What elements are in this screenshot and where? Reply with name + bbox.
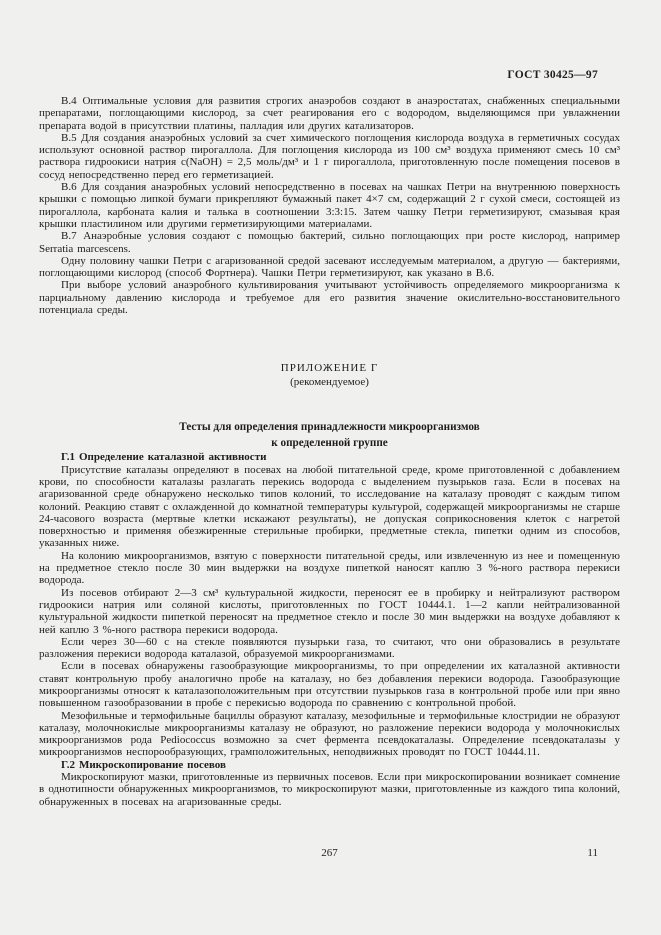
appendix-title-line-2: к определенной группе	[271, 436, 388, 449]
paragraph: В.7 Анаэробные условия создают с помощью бактерий, сильно поглощающих при росте кислород, например Serratia marcescens.	[39, 230, 620, 255]
paragraph: В.6 Для создания анаэробных условий непосредственно в посевах на чашках Петри на внутреннюю поверхность крышки с помощью липкой бумаги прикрепляют бумажный пакет 4×7 см, содержащий 2 г сухой смеси, состоящей из пирогаллола, карбоната калия и талька в соотношении 3:3:15. Затем чашку Петри герметизируют, смазывая края крышки пластилином или другими герметизирующими материалами.	[39, 181, 620, 230]
paragraph: Если через 30—60 с на стекле появляются пузырьки газа, то считают, что они образовались в результате разложения перекиси водорода каталазой, образуемой микроорганизмами.	[39, 635, 620, 661]
appendix-title-line-1: Тесты для определения принадлежности микроорганизмов	[179, 421, 480, 434]
paragraph: При выборе условий анаэробного культивирования учитывают устойчивость определяемого микроорганизма к парциальному давлению кислорода и требуемое для его развития значение окислительно-восстановительного потенциала среды.	[39, 279, 620, 317]
standard-designation: ГОСТ 30425—97	[507, 69, 598, 81]
appendix-header	[39, 361, 620, 389]
paragraph: Микроскопируют мазки, приготовленные из первичных посевов. Если при микроскопировании возникает сомнение в однотипности обнаруженных микроорганизмов, то микроскопируют мазки, приготовленные из каждого типа колоний, обнаруженных в посевах на агаризованные среды.	[39, 771, 620, 808]
document-body	[39, 95, 620, 808]
paragraph: Из посевов отбирают 2—3 см³ культуральной жидкости, переносят ее в пробирку и нейтрализуют раствором гидроокиси натрия или соляной кислоты, приготовленных по ГОСТ 10444.1. 1—2 капли нейтрализованной культуральной жидкости пипеткой переносят на предметное стекло и после 30 мин выдержки на воздухе добавляют к ней каплю 3 %-ного раствора перекиси водорода.	[39, 586, 620, 636]
appendix-subtitle: (рекомендуемое)	[290, 376, 369, 389]
appendix-title	[39, 420, 620, 451]
sheet-number: 267	[321, 847, 338, 859]
paragraph: Одну половину чашки Петри с агаризованной средой засевают исследуемым материалом, а другую — бактериями, поглощающими кислород (способ Фортнера). Чашки Петри герметизируют, как указано в В.6.	[39, 254, 620, 280]
page-number: 11	[587, 847, 598, 859]
section-heading-g1: Г.1 Определение каталазной активности	[61, 451, 267, 464]
paragraph: Мезофильные и термофильные бациллы образуют каталазу, мезофильные и термофильные клостридии не образуют каталазу, молочнокислые микроорганизмы каталазу не образуют, но разложение перекиси водорода у молочнокислых микроорганизмов рода Pediococcus возможно за счет фермента псевдокаталазы. Определение псевдокаталазы у микроорганизмов неспорообразующих, грамположительных, неподвижных проводят по ГОСТ 10444.11.	[39, 709, 620, 759]
paragraph: На колонию микроорганизмов, взятую с поверхности питательной среды, или извлеченную из нее и помещенную на предметное стекло после 30 мин выдержки на воздухе пипеткой наносят каплю 3 %-ного раствора перекиси водорода.	[39, 549, 620, 587]
paragraph: В.5 Для создания анаэробных условий за счет химического поглощения кислорода воздуха в герметичных сосудах используют основной раствор пирогаллола. Для поглощения кислорода из 100 см³ воздуха применяют смесь 10 см³ раствора гидроокиси натрия с(NaOH) = 2,5 моль/дм³ и 1 г пирогаллола, приготовленную после помещения посевов в сосуд непосредственно перед его герметизацией.	[39, 131, 620, 181]
paragraph: Если в посевах обнаружены газообразующие микроорганизмы, то при определении их каталазной активности ставят контрольную пробу аналогично пробе на каталазу, но без добавления перекиси водорода. Газообразующие микроорганизмы относят к каталазоположительным при отсутствии пузырьков газа в контрольной пробе или при явно повышенном газообразовании в пробе с перекисью водорода по сравнению с контрольной пробой.	[39, 660, 620, 710]
paragraph: В.4 Оптимальные условия для развития строгих анаэробов создают в анаэростатах, снабженных специальными препаратами, поглощающими кислород, за счет реагирования его с водородом, выделяющимся при увлажнении препарата водой в присутствии платины, палладия или других катализаторов.	[39, 95, 620, 132]
paragraph: Присутствие каталазы определяют в посевах на любой питательной среде, кроме приготовленной с добавлением крови, по способности каталазы разлагать перекись водорода с выделением пузырьков газа. Если в посевах на агаризованной среде обнаружено несколько типов колоний, то исследование на каталазу проводят с каждым типом колоний. Реакцию ставят с охлажденной до комнатной температуры культурой, содержащей микроорганизмы не старше 24-часового возраста (мертвые клетки искажают результаты), не допуская соприкосновения клеток с нагретой поверхностью и применяя обезжиренные стерильные пробирки, предметные стекла, пипетки одним из способов, указанных ниже.	[39, 463, 620, 550]
appendix-label: ПРИЛОЖЕНИЕ Г	[280, 362, 379, 375]
section-heading-g2: Г.2 Микроскопирование посевов	[61, 758, 226, 771]
